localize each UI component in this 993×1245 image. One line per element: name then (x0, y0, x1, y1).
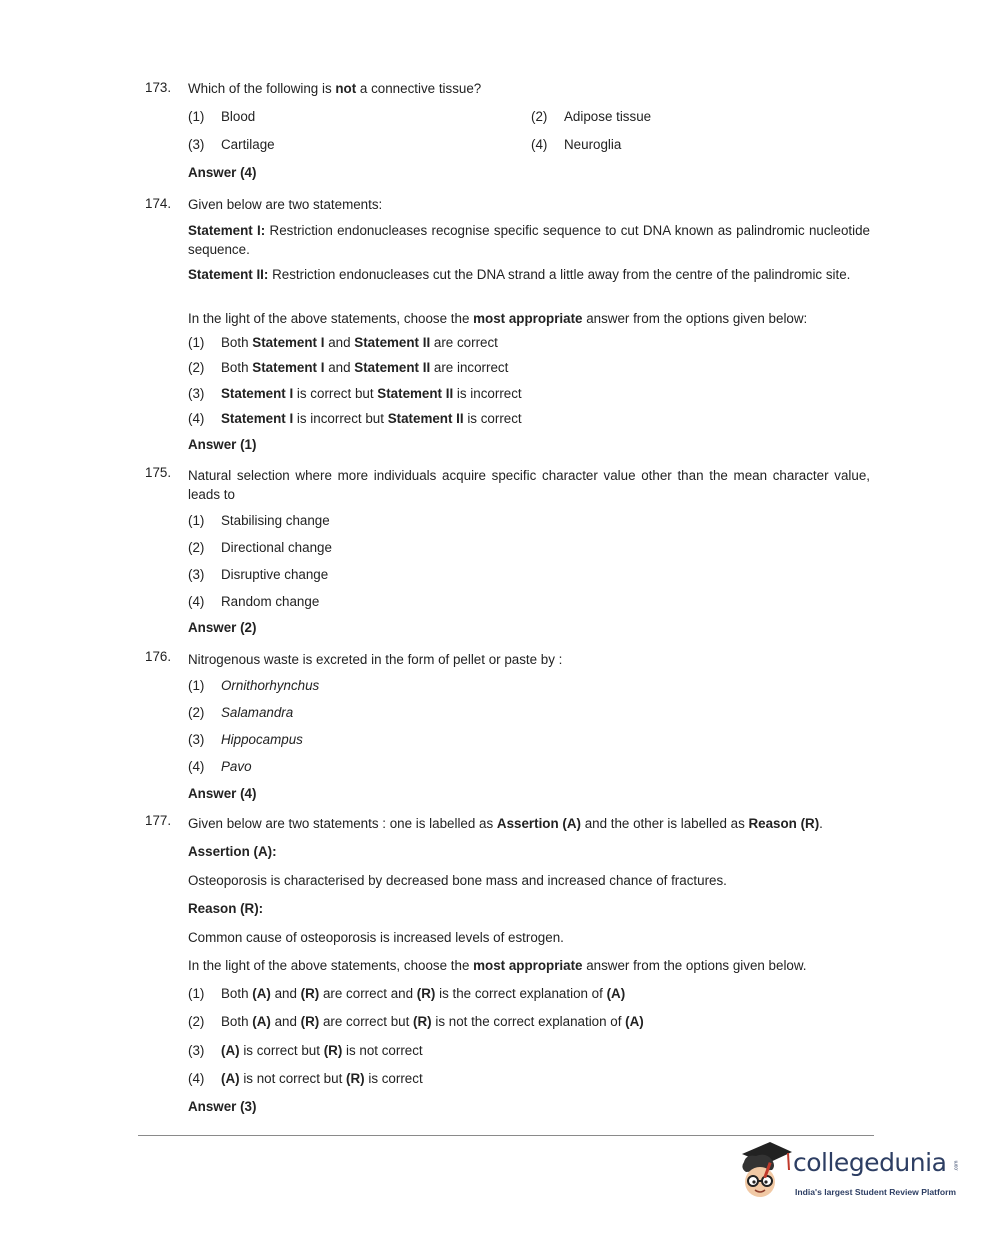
statement-2: Statement II: Restriction endonucleases cut the DNA strand a little away from the centre of the palindromic site. (188, 267, 851, 282)
question-number: 175. (145, 465, 172, 480)
question-text: Natural selection where more individuals acquire specific character value other than the mean character value, leads to (188, 468, 870, 502)
question-text: Nitrogenous waste is excreted in the form of pellet or paste by : (188, 652, 563, 667)
assertion-label: Assertion (A): (188, 844, 277, 859)
option-2: (2) Directional change (188, 540, 332, 555)
answer: Answer (4) (188, 165, 257, 180)
footer-divider (138, 1135, 874, 1136)
question-text: Given below are two statements : one is labelled as Assertion (A) and the other is labelled as Reason (R). (188, 816, 823, 831)
question-number: 177. (145, 813, 172, 828)
option-3: (3) Statement I is correct but Statement II is incorrect (188, 386, 522, 401)
mascot-icon (736, 1140, 794, 1206)
brand-domain: .com (953, 1160, 960, 1172)
option-1: (1) Both (A) and (R) are correct and (R) is the correct explanation of (A) (188, 986, 626, 1001)
answer: Answer (3) (188, 1099, 257, 1114)
option-1: (1) Blood (188, 109, 256, 124)
option-1: (1) Both Statement I and Statement II are correct (188, 335, 498, 350)
option-4: (4) Statement I is incorrect but Statement II is correct (188, 411, 522, 426)
question-number: 176. (145, 649, 172, 664)
option-4: (4) (A) is not correct but (R) is correct (188, 1071, 423, 1086)
option-3: (3) Disruptive change (188, 567, 329, 582)
instruction: In the light of the above statements, choose the most appropriate answer from the options given below. (188, 958, 807, 973)
reason-text: Common cause of osteoporosis is increased levels of estrogen. (188, 930, 564, 945)
brand-name: collegedunia (793, 1148, 947, 1177)
reason-label: Reason (R): (188, 901, 264, 916)
answer: Answer (1) (188, 437, 257, 452)
instruction: In the light of the above statements, choose the most appropriate answer from the options given below: (188, 311, 808, 326)
option-1: (1) Stabilising change (188, 513, 330, 528)
option-1: (1) Ornithorhynchus (188, 678, 320, 693)
answer: Answer (4) (188, 786, 257, 801)
question-number: 173. (145, 80, 172, 95)
option-4: (4) Random change (188, 594, 320, 609)
option-3: (3) Hippocampus (188, 732, 303, 747)
option-2: (2) Adipose tissue (531, 109, 652, 124)
answer: Answer (2) (188, 620, 257, 635)
brand-tagline: India's largest Student Review Platform (795, 1187, 957, 1197)
question-text: Which of the following is not a connective tissue? (188, 81, 482, 96)
question-text: Given below are two statements: (188, 197, 383, 212)
option-2: (2) Both Statement I and Statement II are incorrect (188, 360, 509, 375)
option-4: (4) Neuroglia (531, 137, 622, 152)
option-4: (4) Pavo (188, 759, 252, 774)
statement-1: Statement I: Restriction endonucleases recognise specific sequence to cut DNA known as palindromic nucleotide sequence. (188, 223, 871, 257)
option-2: (2) Both (A) and (R) are correct but (R) is not the correct explanation of (A) (188, 1014, 644, 1029)
option-3: (3) Cartilage (188, 137, 275, 152)
option-3: (3) (A) is correct but (R) is not correct (188, 1043, 423, 1058)
option-2: (2) Salamandra (188, 705, 294, 720)
question-number: 174. (145, 196, 172, 211)
assertion-text: Osteoporosis is characterised by decreased bone mass and increased chance of fractures. (188, 873, 727, 888)
